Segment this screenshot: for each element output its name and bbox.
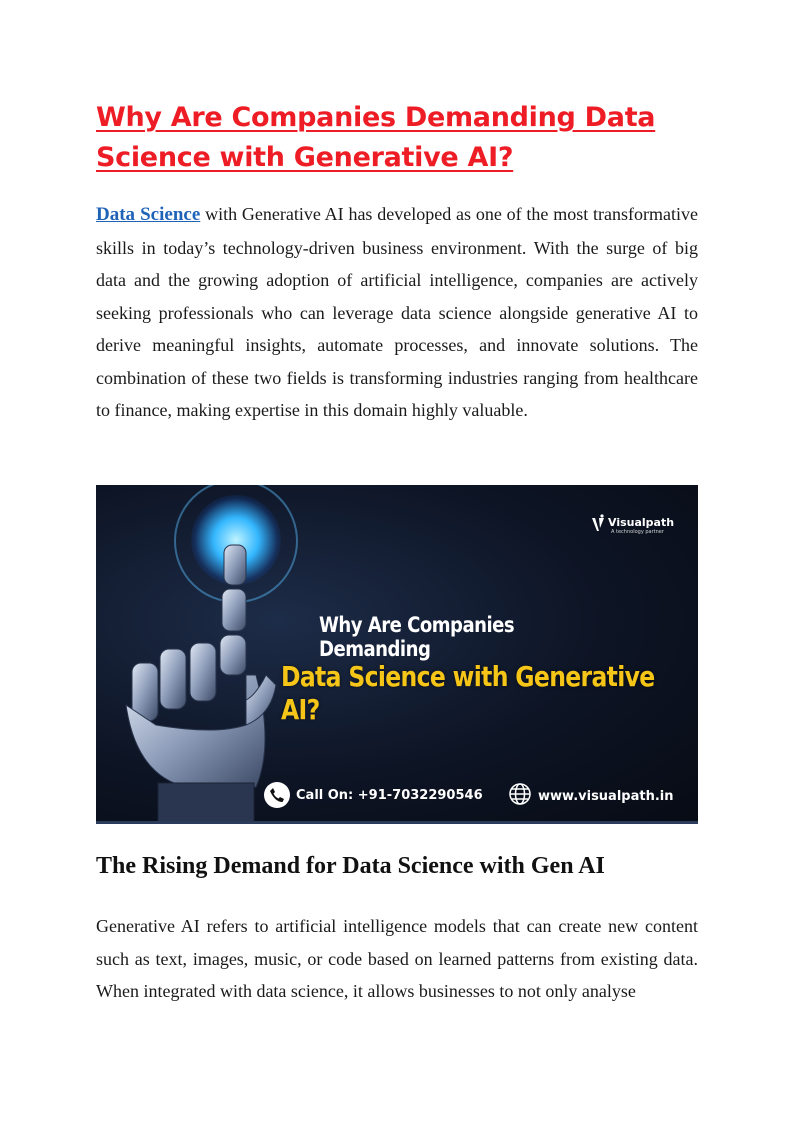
phone-icon [264, 782, 290, 808]
brand-logo [591, 514, 674, 535]
brand-tagline: A technology partner [611, 529, 664, 535]
globe-icon [508, 782, 532, 810]
call-text: Call On: +91-7032290546 [296, 787, 483, 803]
banner-headline-2: Data Science with Generative AI? [281, 660, 655, 726]
call-info [264, 782, 483, 808]
visualpath-logo-icon [591, 514, 605, 532]
section-paragraph: Generative AI refers to artificial intelligence models that can create new content such as text, images, music, or code based on learned patterns from existing data. When integrated with data science, it allows businesses to not only analyse [96, 916, 698, 1001]
data-science-link[interactable]: Data Science [96, 204, 201, 225]
robot-hand-illustration [96, 525, 286, 824]
section-heading: The Rising Demand for Data Science with Gen AI [96, 853, 605, 879]
page-title: Why Are Companies Demanding Data Science with Generative AI? [96, 102, 656, 173]
website-text: www.visualpath.in [538, 788, 674, 804]
brand-name: Visualpath [608, 516, 675, 529]
banner-headline-1: Why Are Companies Demanding [319, 613, 515, 661]
website-info [508, 782, 673, 810]
intro-text: with Generative AI has developed as one of the most transformative skills in today’s technology-driven business environment. With the surge of big data and the growing adoption of artificial intelligence, companies are actively seeking professionals who can leverage data science alongside generative AI to derive meaningful insights, automate processes, and innovate solutions. The combination of these two fields is transforming industries ranging from healthcare to finance, making expertise in this domain highly valuable. [96, 204, 698, 420]
intro-paragraph [96, 198, 698, 427]
banner-bottom-rule [96, 821, 698, 824]
banner-image [96, 485, 698, 824]
